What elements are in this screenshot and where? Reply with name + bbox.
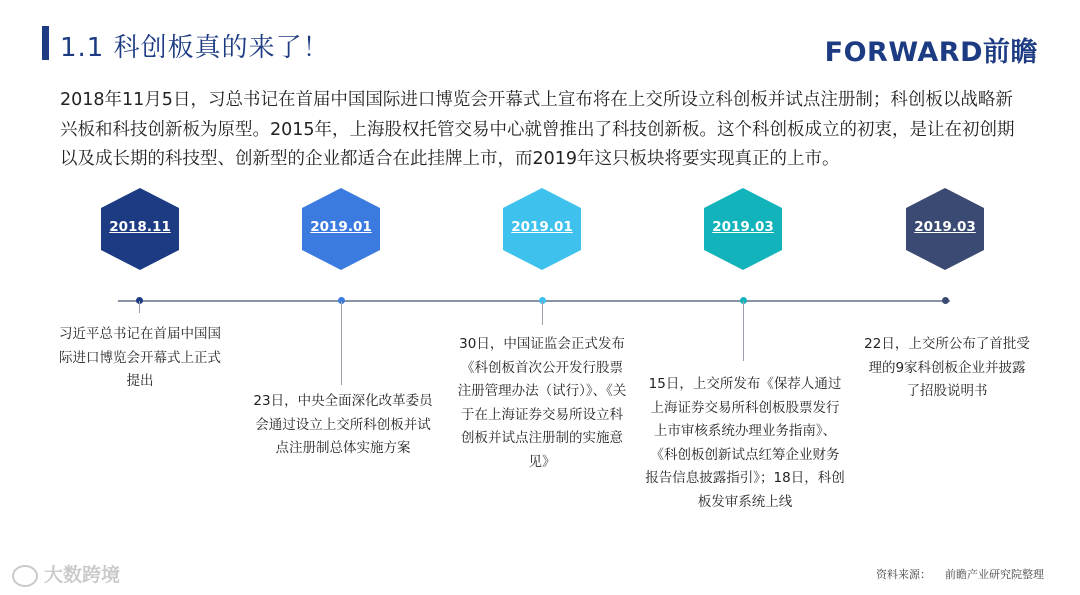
milestone-hexagon <box>500 186 584 272</box>
source-value: 前瞻产业研究院整理 <box>945 568 1044 581</box>
milestone-date: 2018.11 <box>109 219 171 235</box>
brand-logo: FORWARD前瞻 <box>824 37 1038 68</box>
milestone-description: 22日，上交所公布了首批受理的9家科创板企业并披露了招股说明书 <box>864 336 1030 399</box>
milestone-description: 15日，上交所发布《保荐人通过上海证券交易所科创板股票发行上市审核系统办理业务指南》、《科创板创新试点红筹企业财务报告信息披露指引》；18日，科创板发审系统上线 <box>645 376 845 510</box>
source-note <box>876 566 1044 582</box>
watermark-logo-icon <box>12 565 38 587</box>
milestone-description: 23日，中央全面深化改革委员会通过设立上交所科创板并试点注册制总体实施方案 <box>253 393 433 456</box>
milestone-hexagon <box>299 186 383 272</box>
milestone-date: 2019.01 <box>310 219 372 235</box>
milestone-hexagon <box>701 186 785 272</box>
page-title: 1.1 科创板真的来了！ <box>60 33 330 63</box>
timeline-stem <box>542 301 543 325</box>
milestone-hexagon <box>98 186 182 272</box>
watermark <box>12 560 120 587</box>
timeline-dot <box>942 297 949 304</box>
title-accent-bar <box>42 26 49 60</box>
source-label: 资料来源： <box>876 568 931 581</box>
milestone-date: 2019.03 <box>712 219 774 235</box>
timeline-axis <box>118 300 950 302</box>
milestone-hexagon <box>903 186 987 272</box>
milestone-description: 习近平总书记在首届中国国际进口博览会开幕式上正式提出 <box>59 326 221 389</box>
milestone-description: 30日，中国证监会正式发布《科创板首次公开发行股票注册管理办法（试行）》、《关于在上海证券交易所设立科创板并试点注册制的实施意见》 <box>457 336 627 470</box>
timeline-stem <box>743 301 744 361</box>
watermark-text: 大数跨境 <box>44 564 121 586</box>
timeline-stem <box>341 301 342 385</box>
intro-paragraph: 2018年11月5日，习总书记在首届中国国际进口博览会开幕式上宣布将在上交所设立科创板并试点注册制；科创板以战略新兴板和科技创新板为原型。2015年，上海股权托管交易中心就曾推出了科技创新板。这个科创板成立的初衷，是让在初创期以及成长期的科技型、创新型的企业都适合在此挂牌上市，而2019年这只板块将要实现真正的上市。 <box>60 90 1015 169</box>
milestone-date: 2019.01 <box>511 219 573 235</box>
milestone-date: 2019.03 <box>914 219 976 235</box>
timeline-stem <box>139 301 140 313</box>
